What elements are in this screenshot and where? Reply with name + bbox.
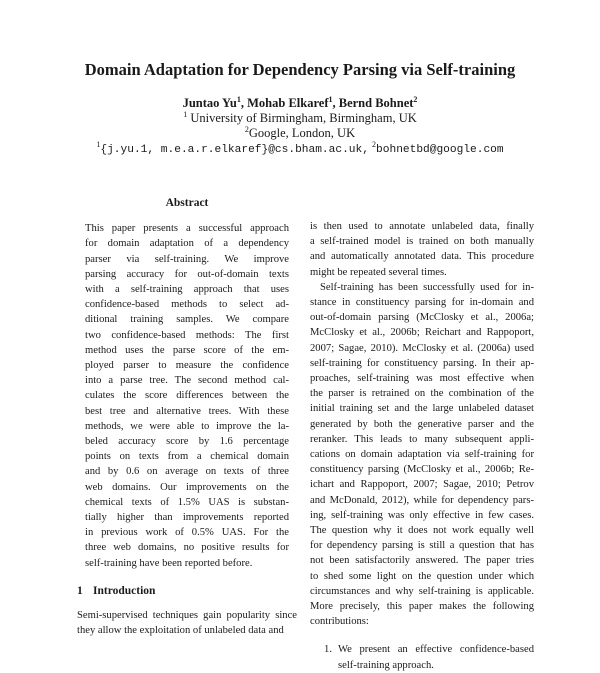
- text-line: is then used to annotate unlabeled data, finally: [310, 221, 534, 232]
- text-line: two confidence-based methods: The first: [85, 329, 289, 341]
- text-line: methods, we were able to improve the la-: [85, 420, 289, 432]
- text-line: Self-training has been successfully used for in-: [320, 281, 534, 293]
- text-line: constituency parsing (McClosky et al., 2006b; Re-: [310, 464, 534, 476]
- text-line: ing, self-training was only effective in few cases.: [310, 509, 534, 521]
- text-line: parsing accuracy for out-of-domain texts: [85, 268, 289, 280]
- introduction-heading: 1 Introduction: [77, 584, 156, 597]
- text-line: with a self-training approach that uses: [85, 284, 289, 296]
- text-line: and automatically annotated data. This procedure: [310, 251, 534, 263]
- text-line: The question why it does not work equally well: [310, 525, 534, 537]
- affiliation-2: $^2$Google, London, UK: [244, 124, 356, 140]
- text-line: beled accuracy score by 1.6 percentage: [85, 436, 289, 448]
- text-line: reranker. This leads to many subsequent appli-: [310, 433, 534, 445]
- text-line: not been satisfactorily answered. The paper tries: [310, 555, 534, 567]
- text-line: into a parse tree. The second method cal-: [85, 375, 289, 387]
- text-line: for domain adaptation of a dependency: [85, 238, 289, 250]
- right-column: [310, 219, 534, 673]
- abstract-heading: Abstract: [165, 197, 209, 209]
- text-line: chemical texts of 1.5% UAS is substan-: [85, 496, 289, 508]
- text-line: ployed parser to measure the confidence: [85, 360, 289, 372]
- text-line: parser via self-training. We improve: [85, 253, 289, 265]
- text-line: McClosky et al., 2006b; Reichart and Rappoport,: [310, 327, 534, 339]
- text-line: confidence-based methods to select ad-: [85, 299, 289, 311]
- text-line: three web domains, no positive results for: [85, 542, 289, 554]
- text-line: 2007; Sagae, 2010). McClosky et al. (2006a) used: [310, 342, 534, 354]
- text-line: ditional training samples. We compare: [85, 314, 289, 326]
- text-line: cations on domain adaptation via self-training for: [310, 449, 534, 461]
- abstract-text: [77, 221, 297, 571]
- text-line: ichart and Rappoport, 2007; Sagae, 2010; Petrov: [310, 479, 534, 491]
- left-column: [77, 196, 297, 638]
- body-paragraph-2: [310, 280, 534, 630]
- author-block: [0, 96, 600, 158]
- text-line: generated by both the generative parser and the: [310, 418, 534, 430]
- author-emails: $^1${j.yu.1, m.e.a.r.elkaref}@cs.bham.ac.uk, $^2$bohnetbd@google.com: [96, 139, 504, 156]
- text-line: proaches, self-training was most effective when: [310, 373, 534, 385]
- text-line: tially higher than improvements reported: [85, 512, 289, 524]
- text-line: This paper presents a successful approach: [85, 223, 289, 235]
- text-line: stance in constituency parsing for in-domain and: [310, 297, 534, 309]
- text-line: best tree and alternative trees. With these: [85, 405, 289, 417]
- text-line: self-training approach.: [338, 659, 434, 671]
- author-names: Juntao Yu$^1$, Mohab Elkaref$^1$, Bernd Bohnet$^2$: [182, 94, 418, 110]
- text-line: initial training set and the large unlabeled dataset: [310, 403, 534, 415]
- text-line: contributions:: [310, 616, 369, 628]
- text-line: culates the score differences between the: [85, 390, 289, 402]
- text-line: Semi-supervised techniques gain popularity since: [77, 610, 297, 622]
- text-line: web domains. Our improvements on the: [85, 481, 289, 493]
- introduction-paragraph: [77, 608, 297, 638]
- text-line: for dependency parsing is still a question that has: [310, 540, 534, 552]
- text-line: points on texts from a chemical domain: [85, 451, 289, 463]
- text-line: circumstances and why self-training is applicable.: [310, 585, 534, 597]
- affiliation-1: $^1$ University of Birmingham, Birmingham, UK: [183, 109, 417, 125]
- text-line: More precisely, this paper makes the following: [310, 601, 534, 613]
- text-line: and McDonald, 2012), while for dependency pars-: [310, 494, 534, 506]
- text-line: might be repeated several times.: [310, 266, 447, 278]
- text-line: self-training for constituency parsing. In their ap-: [310, 357, 534, 369]
- paper-title: Domain Adaptation for Dependency Parsing via Self-training: [84, 60, 516, 79]
- text-line: they allow the exploitation of unlabeled data and: [77, 625, 284, 637]
- contributions-list: [310, 642, 534, 672]
- text-line: We present an effective confidence-based: [338, 644, 534, 656]
- text-line: to shed some light on the question under which: [310, 570, 534, 582]
- text-line: method uses the parse score of the em-: [85, 344, 289, 356]
- body-paragraph-1: [310, 219, 534, 280]
- list-item: 1. We present an effective confidence-based self-training approach.: [310, 642, 534, 672]
- text-line: the parser is retrained on the combination of the: [310, 388, 534, 400]
- text-line: out-of-domain parsing (McClosky et al., 2006a;: [310, 312, 534, 324]
- text-line: and by 0.6 on average on texts of three: [85, 466, 289, 478]
- text-line: self-training have been reported before.: [85, 557, 253, 569]
- text-line: in previous work of 0.5% UAS. For the: [85, 527, 289, 539]
- text-line: a self-trained model is trained on both manually: [310, 236, 534, 248]
